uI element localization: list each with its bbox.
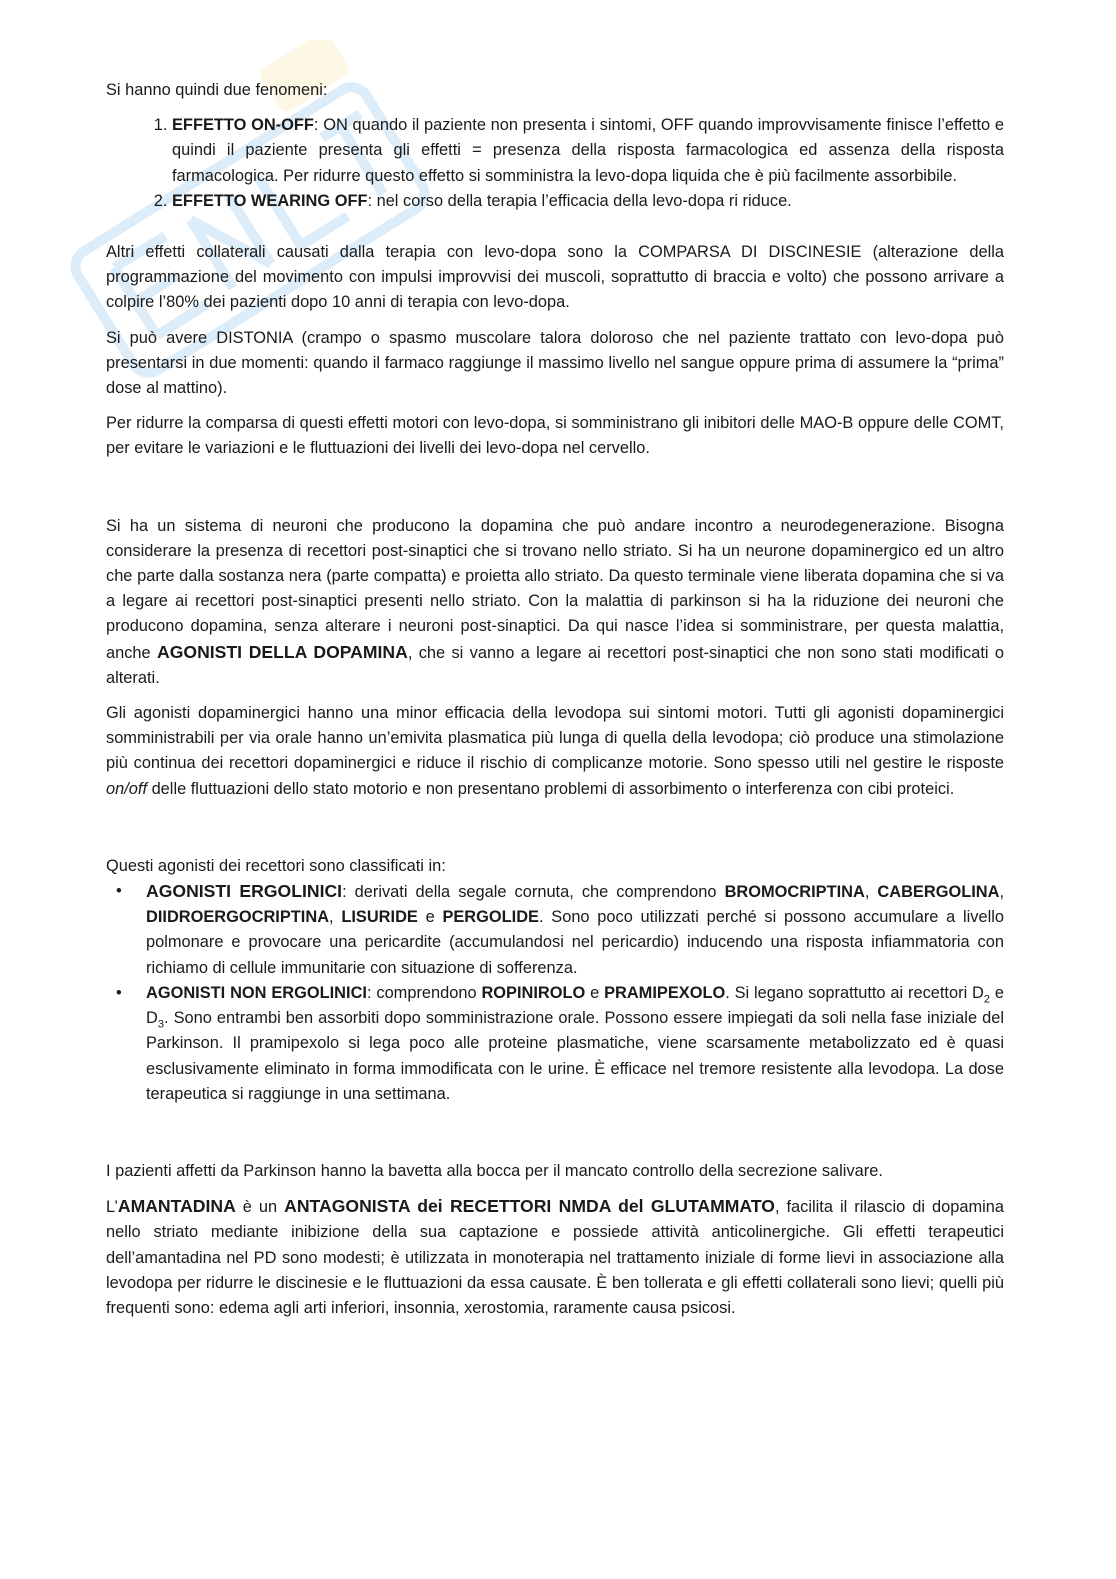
paragraph-amantadina: L’AMANTADINA è un ANTAGONISTA dei RECETTORI NMDA del GLUTAMMATO, facilita il rilascio di dopamina nello striato mediante inibizione della sua captazione e possiede attività anticolinergiche. Gli effetti terapeutici dell’amantadina nel PD sono modesti; è utilizzata in monoterapia nel trattamento iniziale di forme lievi in associazione alla levodopa per ridurre le discinesie e le fluttuazioni da essa causate. È ben tollerata e gli effetti collaterali sono lievi; quelli più frequenti sono: edema agli arti inferiori, insonnia, xerostomia, raramente causa psicosi. (106, 1196, 1004, 1317)
list-item: 2. EFFETTO WEARING OFF: nel corso della terapia l’efficacia della levo-dopa ri riduce. (172, 189, 1004, 214)
phenomenon-title: EFFETTO ON-OFF (172, 116, 314, 135)
bullet-icon: • (116, 882, 122, 901)
paragraph-discinesie: Altri effetti collaterali causati dalla terapia con levo-dopa sono la COMPARSA DI DISCINESIE (alterazione della programmazione del movimento con impulsi improvvisi dei muscoli, soprattutto di braccia e volto) che possono arrivare a colpire l’80% dei pazienti dopo 10 anni di terapia con levo-dopa. (106, 243, 1004, 312)
paragraph-bavetta: I pazienti affetti da Parkinson hanno la bavetta alla bocca per il mancato controllo della secrezione salivare. (106, 1161, 883, 1180)
phenomena-list (106, 113, 1004, 214)
phenomenon-title: EFFETTO WEARING OFF (172, 191, 368, 210)
paragraph-distonia: Si può avere DISTONIA (crampo o spasmo muscolare talora doloroso che nel paziente trattato con levo-dopa può presentarsi in due momenti: quando il farmaco raggiunge il massimo livello nel sangue oppure prima di assumere la “prima” dose al mattino). (106, 328, 1004, 398)
list-item: • AGONISTI NON ERGOLINICI: comprendono ROPINIROLO e PRAMIPEXOLO. Si legano soprattutto ai recettori $D_2$ e $D_3$. Sono entrambi ben assorbiti dopo somministrazione orale. Possono essere impiegati da soli nella fase iniziale del Parkinson. Il pramipexolo si lega poco alle proteine plasmatiche, viene scarsamente metabolizzato ed è quasi esclusivamente eliminato in forma immodificata con le urine. È efficace nel tremore resistente alla levodopa. La dose terapeutica si raggiunge in una settimana. (146, 981, 1004, 1107)
agonisti-list (106, 879, 1004, 1107)
bullet-icon: • (116, 983, 122, 1002)
list-item: • AGONISTI ERGOLINICI: derivati della segale cornuta, che comprendono BROMOCRIPTINA, CABERGOLINA, DIIDROERGOCRIPTINA, LISURIDE e PERGOLIDE. Sono poco utilizzati perché si possono accumulare a livello polmonare e provocare una pericardite (accumulandosi nel pericardio) inducendo una risposta infiammatoria con richiamo di cellule immunitarie con situazione di sofferenza. (116, 881, 1005, 977)
paragraph-agonisti: Gli agonisti dopaminergici hanno una minor efficacia della levodopa sui sintomi motori. Tutti gli agonisti dopaminergici somministrabili per via orale hanno un’emivita plasmatica più lunga di quella della levodopa; ciò produce una stimolazione più continua dei recettori dopaminergici e riduce il rischio di complicanze motorie. Sono spesso utili nel gestire le risposte on/off delle fluttuazioni dello stato motorio e non presentano problemi di assorbimento o interferenza con cibi proteici. (106, 704, 1004, 798)
paragraph-maob: Per ridurre la comparsa di questi effetti motori con levo-dopa, si somministrano gli inibitori delle MAO-B oppure delle COMT, per evitare le variazioni e le fluttuazioni dei livelli dei levo-dopa nel cervello. (106, 414, 1004, 458)
intro-line: Si hanno quindi due fenomeni: (106, 81, 328, 99)
document-body (106, 78, 1004, 1321)
highlight-agonisti: AGONISTI DELLA DOPAMINA (157, 641, 408, 662)
classified-intro: Questi agonisti dei recettori sono classificati in: (106, 856, 446, 875)
list-item: 1. EFFETTO ON-OFF: ON quando il paziente non presenta i sintomi, OFF quando improvvisamente finisce l’effetto e quindi il paziente presenta gli effetti = presenza della risposta farmacologica ed assenza della risposta farmacologica. Per ridurre questo effetto si somministra la levo-dopa liquida che è più facilmente assorbibile. (172, 113, 1004, 189)
paragraph-neuroni: Si ha un sistema di neuroni che producono la dopamina che può andare incontro a neurodegenerazione. Bisogna considerare la presenza di recettori post-sinaptici che si trovano nello striato. Si ha un neurone dopaminergico ed un altro che parte dalla sostanza nera (parte compatta) e proietta allo striato. Da questo terminale viene liberata dopamina che si va a legare ai recettori post-sinaptici presenti nello striato. Con la malattia di parkinson si ha la riduzione dei neuroni che producono dopamina, senza alterare i neuroni post-sinaptici. Da qui nasce l’idea si somministrare, per questa malattia, anche AGONISTI DELLA DOPAMINA, che si vanno a legare ai recettori post-sinaptici che non sono stati modificati o alterati. (106, 516, 1004, 687)
